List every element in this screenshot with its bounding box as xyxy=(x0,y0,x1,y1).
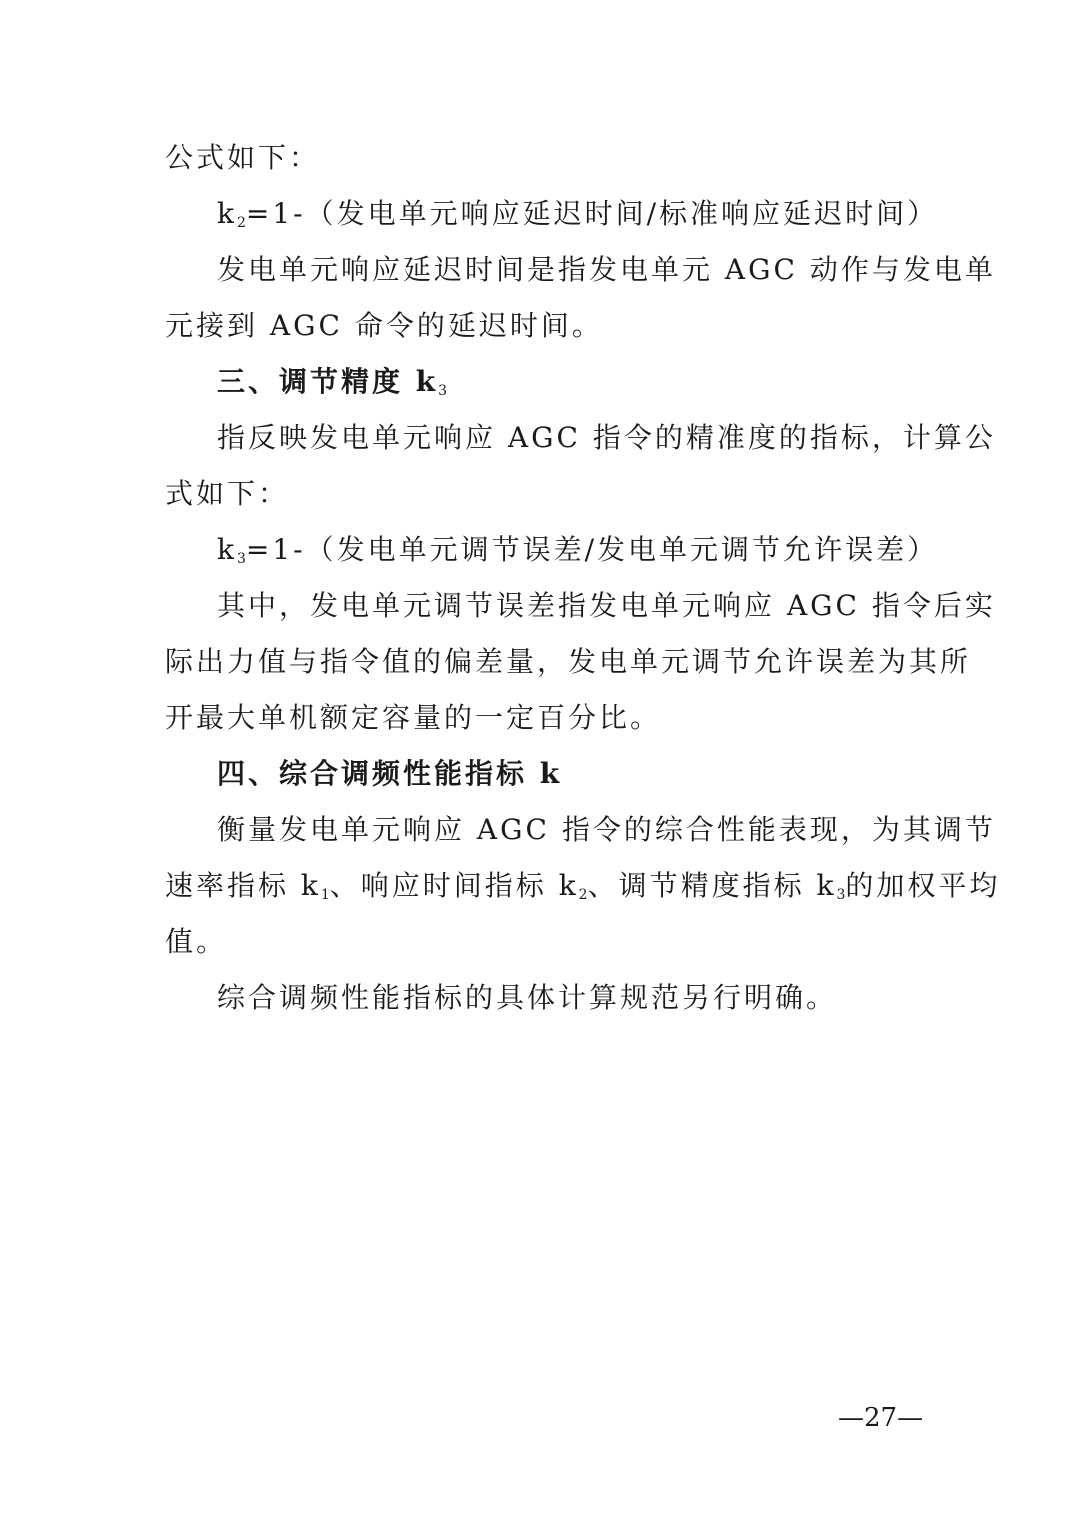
line-text: 速率指标 k xyxy=(165,869,321,902)
paragraph-line xyxy=(165,298,925,354)
line-text: 发电单元响应延迟时间是指发电单元 AGC 动作与发电单 xyxy=(217,253,996,286)
formula-k3 xyxy=(165,522,939,578)
formula-body: =1-（发电单元调节误差/发电单元调节允许误差） xyxy=(245,533,939,566)
line-text: 际出力值与指令值的偏差量，发电单元调节允许误差为其所 xyxy=(165,645,972,678)
subscript: 2 xyxy=(236,215,246,231)
line-text: 开最大单机额定容量的一定百分比。 xyxy=(165,701,662,734)
paragraph-line xyxy=(165,130,925,186)
formula-k2 xyxy=(165,186,939,242)
paragraph-line xyxy=(165,858,1001,914)
formula-body: =1-（发电单元响应延迟时间/标准响应延迟时间） xyxy=(245,197,939,230)
line-text: 综合调频性能指标的具体计算规范另行明确。 xyxy=(217,981,838,1014)
subscript: 3 xyxy=(836,887,846,903)
paragraph-line xyxy=(165,690,925,746)
line-text: 的加权平均 xyxy=(845,869,1001,902)
line-text: 指反映发电单元响应 AGC 指令的精准度的指标，计算公 xyxy=(217,421,996,454)
page-number: —27— xyxy=(838,1403,924,1433)
heading-text: 四、综合调频性能指标 k xyxy=(217,757,563,790)
subscript: 3 xyxy=(236,551,246,567)
paragraph-line xyxy=(165,578,996,634)
body-text xyxy=(165,130,1001,1026)
line-text: 衡量发电单元响应 AGC 指令的综合性能表现，为其调节 xyxy=(217,813,996,846)
paragraph-line xyxy=(165,970,925,1026)
paragraph-line xyxy=(165,410,996,466)
line-text: 、调节精度指标 k xyxy=(587,869,837,902)
paragraph-line xyxy=(165,242,996,298)
subscript: 2 xyxy=(578,887,588,903)
line-text: 式如下： xyxy=(165,477,290,510)
heading-text: 三、调节精度 k xyxy=(217,365,439,398)
line-text: 其中，发电单元调节误差指发电单元响应 AGC 指令后实 xyxy=(217,589,996,622)
subscript: 3 xyxy=(438,383,448,399)
paragraph-line xyxy=(165,914,925,970)
line-text: 元接到 AGC 命令的延迟时间。 xyxy=(165,309,603,342)
line-text: 值。 xyxy=(165,925,228,958)
formula-var: k xyxy=(217,533,237,566)
paragraph-line xyxy=(165,634,972,690)
paragraph-line xyxy=(165,802,996,858)
formula-var: k xyxy=(217,197,237,230)
subscript: 1 xyxy=(320,887,330,903)
section-heading-3 xyxy=(165,354,925,410)
section-heading-4 xyxy=(165,746,925,802)
line-text: 公式如下： xyxy=(165,141,321,174)
line-text: 、响应时间指标 k xyxy=(329,869,579,902)
paragraph-line xyxy=(165,466,925,522)
